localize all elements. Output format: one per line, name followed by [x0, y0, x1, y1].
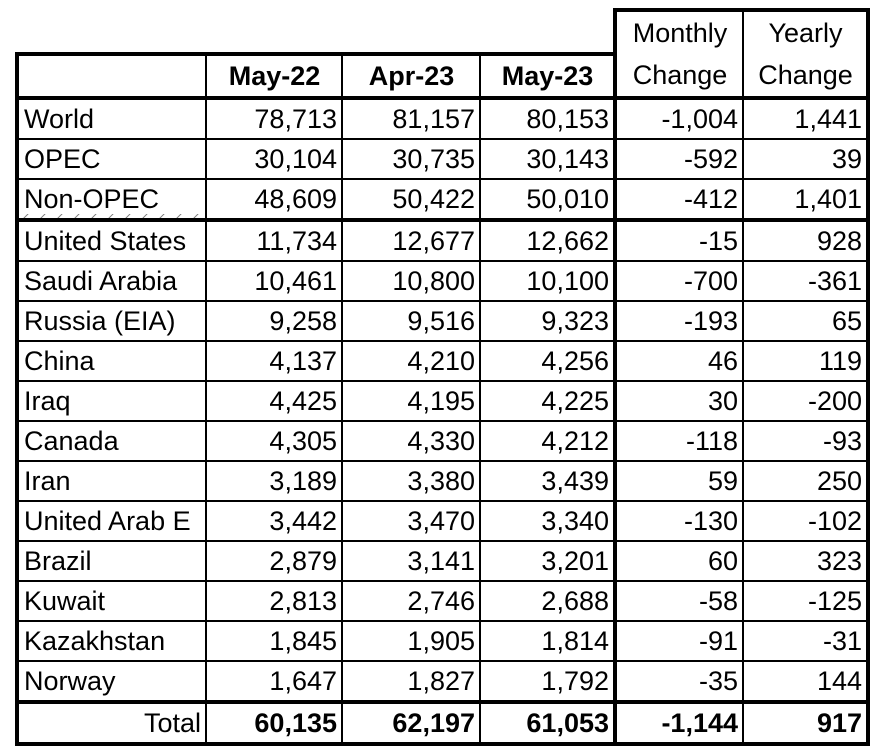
monthly-change-value: -91 [615, 621, 743, 661]
yearly-change-value: -31 [743, 621, 868, 661]
may23-value: 12,662 [480, 220, 615, 261]
yearly-change-value: -102 [743, 501, 868, 541]
row-label: Norway [17, 661, 206, 702]
apr23-value: 10,800 [342, 261, 480, 301]
row-label: OPEC [17, 139, 206, 179]
apr23-value: 4,210 [342, 341, 480, 381]
country-row [17, 381, 868, 421]
country-row [17, 421, 868, 461]
apr23-value: 4,195 [342, 381, 480, 421]
country-row [17, 301, 868, 341]
may23-value: 3,201 [480, 541, 615, 581]
row-label: World [17, 98, 206, 139]
header-monthly-change: Change [615, 54, 743, 98]
header-blank [480, 10, 615, 54]
yearly-change-value: 323 [743, 541, 868, 581]
may23-value: 2,688 [480, 581, 615, 621]
monthly-change-value: -35 [615, 661, 743, 702]
monthly-change-value: -193 [615, 301, 743, 341]
country-row [17, 621, 868, 661]
oil-production-table [15, 8, 870, 746]
may23-value: 61,053 [480, 702, 615, 744]
header-yearly-top: Yearly [743, 10, 868, 54]
apr23-value: 1,827 [342, 661, 480, 702]
may22-value: 1,647 [206, 661, 342, 702]
monthly-change-value: -15 [615, 220, 743, 261]
yearly-change-value: 1,401 [743, 179, 868, 220]
header-blank [206, 10, 342, 54]
yearly-change-value: 65 [743, 301, 868, 341]
may23-value: 50,010 [480, 179, 615, 220]
monthly-change-value: -118 [615, 421, 743, 461]
yearly-change-value: 928 [743, 220, 868, 261]
may22-value: 4,425 [206, 381, 342, 421]
header-row-top [17, 10, 868, 54]
may22-value: 3,442 [206, 501, 342, 541]
header-may23: May-23 [480, 54, 615, 98]
may22-value: 1,845 [206, 621, 342, 661]
aggregate-row [17, 98, 868, 139]
row-label: Non-OPEC [17, 179, 206, 220]
apr23-value: 50,422 [342, 179, 480, 220]
yearly-change-value: -125 [743, 581, 868, 621]
header-apr23: Apr-23 [342, 54, 480, 98]
country-row [17, 541, 868, 581]
header-blank [17, 10, 206, 54]
monthly-change-value: -592 [615, 139, 743, 179]
country-row [17, 501, 868, 541]
may23-value: 4,225 [480, 381, 615, 421]
apr23-value: 62,197 [342, 702, 480, 744]
apr23-value: 3,141 [342, 541, 480, 581]
country-row [17, 581, 868, 621]
may23-value: 80,153 [480, 98, 615, 139]
may22-value: 4,305 [206, 421, 342, 461]
header-blank [342, 10, 480, 54]
row-label: Iraq [17, 381, 206, 421]
yearly-change-value: 1,441 [743, 98, 868, 139]
may22-value: 3,189 [206, 461, 342, 501]
apr23-value: 30,735 [342, 139, 480, 179]
monthly-change-value: 59 [615, 461, 743, 501]
may23-value: 3,340 [480, 501, 615, 541]
country-row [17, 220, 868, 261]
may23-value: 9,323 [480, 301, 615, 341]
row-label: Kuwait [17, 581, 206, 621]
row-label: Saudi Arabia [17, 261, 206, 301]
yearly-change-value: -200 [743, 381, 868, 421]
row-label: Brazil [17, 541, 206, 581]
may22-value: 2,879 [206, 541, 342, 581]
may23-value: 30,143 [480, 139, 615, 179]
may22-value: 4,137 [206, 341, 342, 381]
apr23-value: 1,905 [342, 621, 480, 661]
row-label: Kazakhstan [17, 621, 206, 661]
row-label: Total [17, 702, 206, 744]
header-monthly-top: Monthly [615, 10, 743, 54]
yearly-change-value: 250 [743, 461, 868, 501]
monthly-change-value: -1,144 [615, 702, 743, 744]
yearly-change-value: 119 [743, 341, 868, 381]
apr23-value: 81,157 [342, 98, 480, 139]
monthly-change-value: -700 [615, 261, 743, 301]
apr23-value: 12,677 [342, 220, 480, 261]
row-label: United Arab E [17, 501, 206, 541]
may22-value: 2,813 [206, 581, 342, 621]
header-yearly-change: Change [743, 54, 868, 98]
may22-value: 60,135 [206, 702, 342, 744]
yearly-change-value: 144 [743, 661, 868, 702]
may22-value: 10,461 [206, 261, 342, 301]
may23-value: 1,814 [480, 621, 615, 661]
may23-value: 10,100 [480, 261, 615, 301]
country-row [17, 341, 868, 381]
may22-value: 9,258 [206, 301, 342, 341]
aggregate-row [17, 179, 868, 220]
header-label [17, 54, 206, 98]
header-row [17, 54, 868, 98]
header-may22: May-22 [206, 54, 342, 98]
may23-value: 3,439 [480, 461, 615, 501]
aggregate-row [17, 139, 868, 179]
yearly-change-value: -93 [743, 421, 868, 461]
row-label: Iran [17, 461, 206, 501]
monthly-change-value: 60 [615, 541, 743, 581]
yearly-change-value: 39 [743, 139, 868, 179]
yearly-change-value: -361 [743, 261, 868, 301]
country-row [17, 661, 868, 702]
row-label: Canada [17, 421, 206, 461]
may22-value: 11,734 [206, 220, 342, 261]
country-row [17, 461, 868, 501]
apr23-value: 4,330 [342, 421, 480, 461]
country-row [17, 261, 868, 301]
monthly-change-value: -130 [615, 501, 743, 541]
may22-value: 48,609 [206, 179, 342, 220]
row-label: Russia (EIA) [17, 301, 206, 341]
monthly-change-value: -1,004 [615, 98, 743, 139]
yearly-change-value: 917 [743, 702, 868, 744]
apr23-value: 9,516 [342, 301, 480, 341]
total-row [17, 702, 868, 744]
may22-value: 78,713 [206, 98, 342, 139]
apr23-value: 3,470 [342, 501, 480, 541]
may23-value: 4,256 [480, 341, 615, 381]
may22-value: 30,104 [206, 139, 342, 179]
may23-value: 4,212 [480, 421, 615, 461]
row-label: United States [17, 220, 206, 261]
monthly-change-value: -58 [615, 581, 743, 621]
monthly-change-value: 46 [615, 341, 743, 381]
may23-value: 1,792 [480, 661, 615, 702]
apr23-value: 3,380 [342, 461, 480, 501]
production-table-container [15, 8, 870, 746]
monthly-change-value: 30 [615, 381, 743, 421]
monthly-change-value: -412 [615, 179, 743, 220]
row-label: China [17, 341, 206, 381]
apr23-value: 2,746 [342, 581, 480, 621]
